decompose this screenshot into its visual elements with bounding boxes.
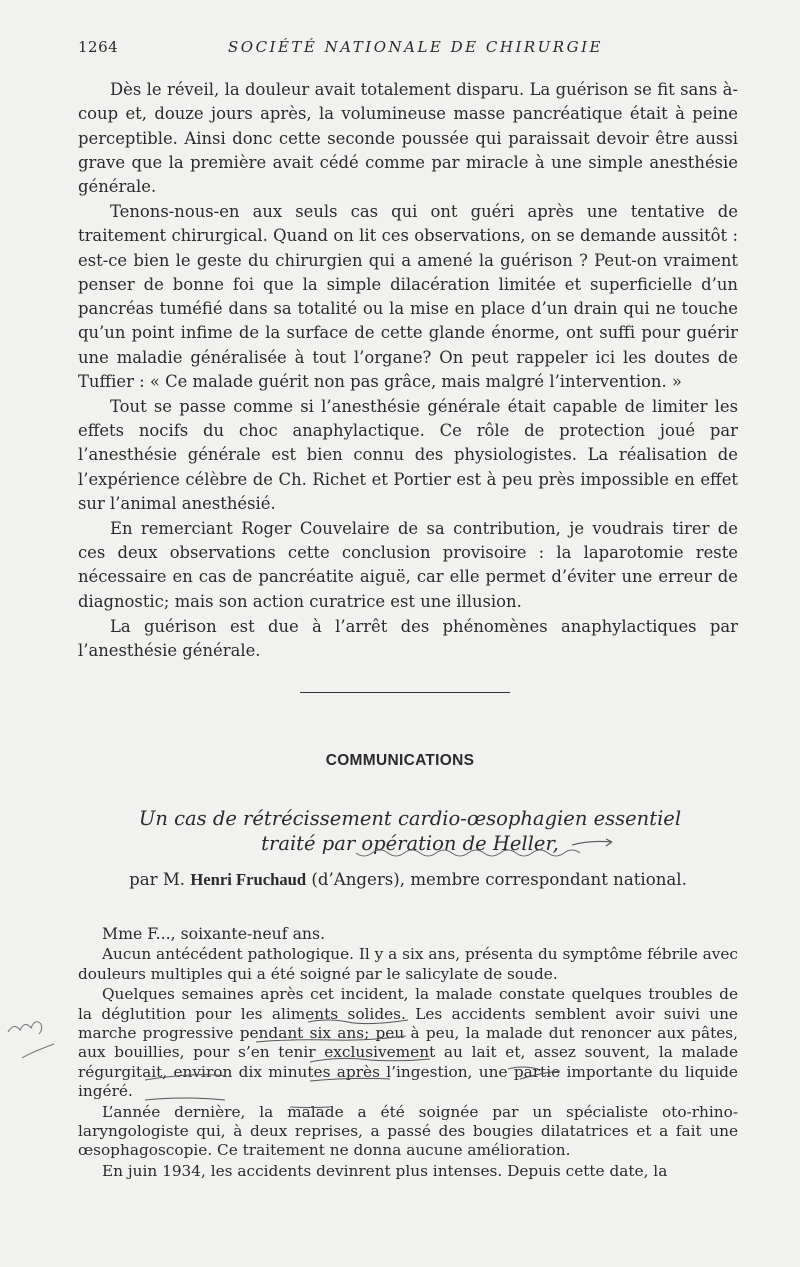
paragraph: Mme F..., soixante-neuf ans. bbox=[102, 924, 326, 943]
paragraph: Dès le réveil, la douleur avait totalement disparu. La guérison se fit sans à-coup et, douze jours après, la volumineuse masse pancréatique était à peine perceptible. Ainsi donc cette seconde poussée qui paraissait devoir être aussi grave que la première avait cédé comme par miracle à une simple anesthésie générale. bbox=[78, 80, 738, 197]
paragraph: En remerciant Roger Couvelaire de sa contribution, je voudrais tirer de ces deux observations cette conclusion provisoire : la laparotomie reste nécessaire en cas de pancréatite aiguë, car elle permet d’éviter une erreur de diagnostic; mais son action curatrice est une illusion. bbox=[78, 518, 738, 611]
page-number: 1264 bbox=[78, 38, 119, 56]
paragraph: Quelques semaines après cet incident, la malade constate quelques troubles de la déglutition pour les aliments solides. Les accidents semblent avoir suivi une marche progressive pendant six ans; peu à peu, la malade dut renoncer aux pâtes, aux bouillies, pour s’en tenir exclusivement au lait et, assez souvent, la malade régurgitait, environ dix minutes après l’ingestion, une partie importante du liquide ingéré. bbox=[78, 985, 738, 1100]
article-byline bbox=[78, 870, 738, 890]
paragraph: Tenons-nous-en aux seuls cas qui ont guéri après une tentative de traitement chirurgical. Quand on lit ces observations, on se demande aussitôt : est-ce bien le geste du chirurgien qui a amené la guérison ? Peut-on vraiment penser de bonne foi que la simple dilacération limitée et superficielle d’un pancréas tuméfié dans sa totalité ou la mise en place d’un drain qui ne touche qu’un point infime de la surface de cette glande énorme, ont suffi pour guérir une maladie généralisée à tout l’organe? On peut rappeler ici les doutes de Tuffier : « Ce malade guérit non pas grâce, mais malgré l’intervention. » bbox=[78, 201, 738, 392]
byline-suffix: (d’Angers), membre correspondant national. bbox=[311, 870, 687, 889]
article-title bbox=[90, 806, 730, 856]
paragraph: L’année dernière, la malade a été soignée par un spécialiste oto-rhino-laryngologiste qui, à deux reprises, a passé des bougies dilatatrices et a fait une œsophagoscopie. Ce traitement ne donna aucune amélioration. bbox=[78, 1102, 738, 1160]
article-text bbox=[78, 924, 738, 1181]
running-title: SOCIÉTÉ NATIONALE DE CHIRURGIE bbox=[228, 38, 603, 56]
paragraph: En juin 1934, les accidents devinrent plus intenses. Depuis cette date, la bbox=[102, 1162, 668, 1181]
paragraph: La guérison est due à l’arrêt des phénomènes anaphylactiques par l’anesthésie générale. bbox=[78, 616, 738, 660]
author-name: Henri Fruchaud bbox=[190, 870, 307, 889]
section-divider bbox=[300, 692, 510, 693]
discussion-text bbox=[78, 78, 738, 663]
byline-prefix: par M. bbox=[129, 870, 186, 889]
margin-scribble bbox=[8, 1022, 54, 1058]
section-heading: COMMUNICATIONS bbox=[325, 752, 475, 769]
article-title-line-1: Un cas de rétrécissement cardio-œsophagien essentiel bbox=[138, 807, 682, 830]
paragraph: Tout se passe comme si l’anesthésie générale était capable de limiter les effets nocifs du choc anaphylactique. Ce rôle de protection joué par l’anesthésie générale est bien connu des physiologistes. La réalisation de l’expérience célèbre de Ch. Richet et Portier est à peu près impossible en effet sur l’animal anesthésié. bbox=[78, 396, 738, 514]
article-title-line-2: traité par opération de Heller, bbox=[261, 832, 559, 855]
page-header bbox=[78, 38, 738, 60]
paragraph: Aucun antécédent pathologique. Il y a six ans, présenta du symptôme fébrile avec douleurs multiples qui a été soigné par le salicylate de soude. bbox=[78, 945, 738, 983]
